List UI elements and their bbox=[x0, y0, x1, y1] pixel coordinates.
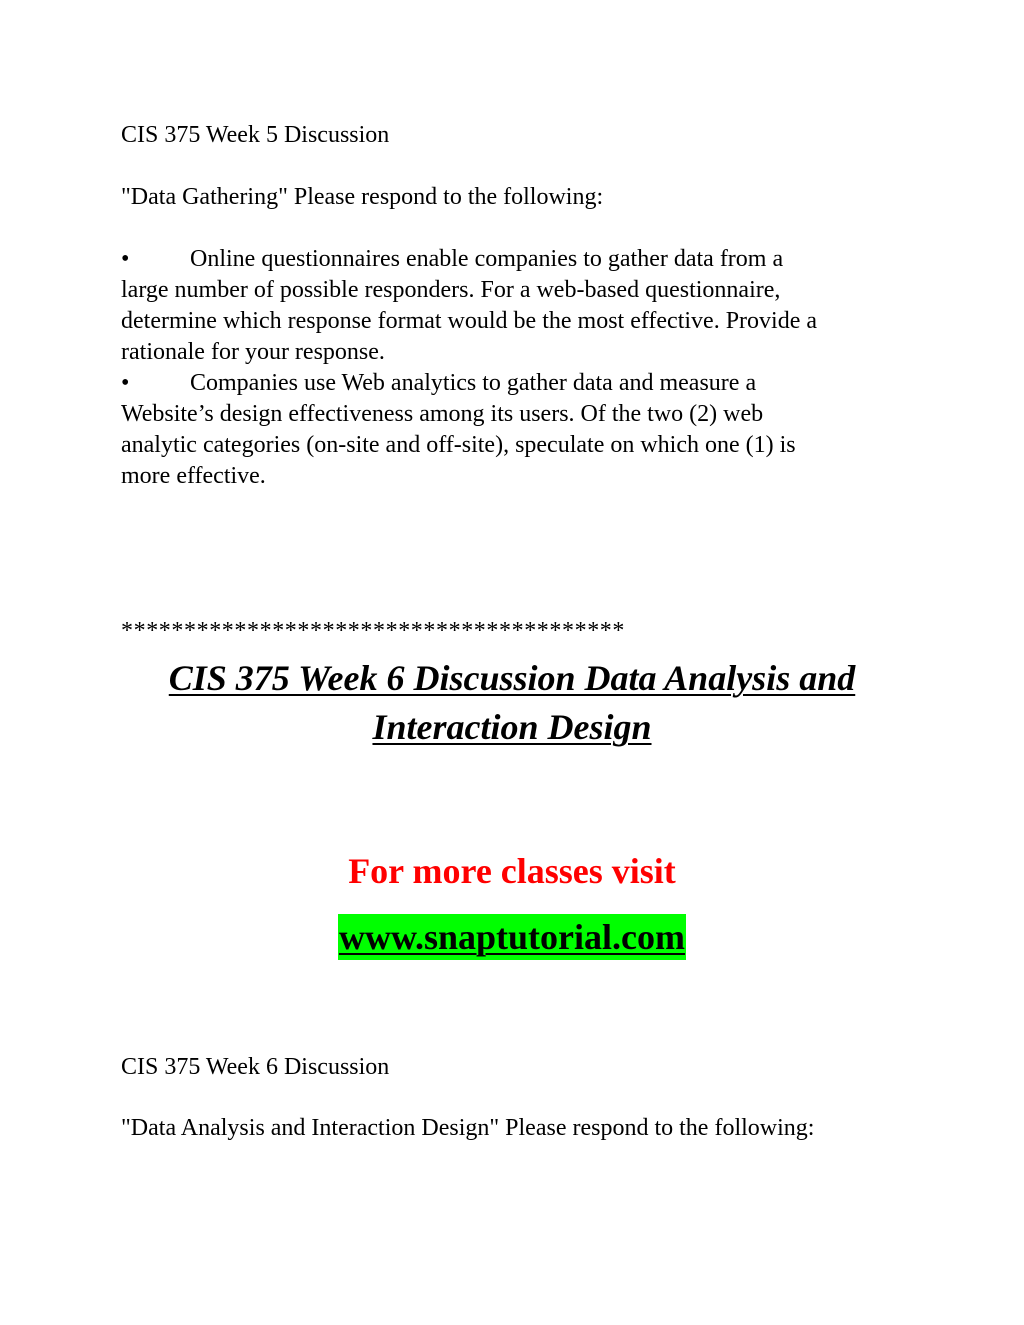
bullet-item bbox=[121, 244, 911, 275]
week6-heading-text: Interaction Design bbox=[372, 707, 652, 747]
bullet-line: Website’s design effectiveness among its users. Of the two (2) web bbox=[121, 401, 764, 427]
bullet-line: large number of possible responders. For a web-based questionnaire, bbox=[121, 277, 781, 303]
bullet-line: analytic categories (on-site and off-site), speculate on which one (1) is bbox=[121, 432, 796, 458]
bullet-line: more effective. bbox=[121, 463, 266, 489]
section-divider: **************************************** bbox=[121, 618, 625, 644]
bullet-icon: • bbox=[121, 246, 130, 272]
bullet-item bbox=[121, 368, 911, 399]
bullet-line: rationale for your response. bbox=[121, 339, 385, 365]
week5-prompt: "Data Gathering" Please respond to the following: bbox=[121, 184, 604, 210]
promo-text: For more classes visit bbox=[348, 851, 676, 891]
bullet-icon: • bbox=[121, 370, 130, 396]
bullet-line: determine which response format would be the most effective. Provide a bbox=[121, 308, 818, 334]
week6-heading-text: CIS 375 Week 6 Discussion Data Analysis and bbox=[168, 658, 856, 698]
week6-heading-line2 bbox=[0, 703, 1024, 752]
week5-bullet-list bbox=[121, 244, 911, 492]
bullet-line: Companies use Web analytics to gather data and measure a bbox=[190, 370, 757, 396]
week6-prompt: "Data Analysis and Interaction Design" Please respond to the following: bbox=[121, 1115, 815, 1141]
snaptutorial-link[interactable]: www.snaptutorial.com bbox=[338, 914, 686, 960]
week5-title: CIS 375 Week 5 Discussion bbox=[121, 122, 390, 148]
bullet-line: Online questionnaires enable companies to gather data from a bbox=[190, 246, 784, 272]
promo-link-wrapper bbox=[0, 914, 1024, 960]
week6-title: CIS 375 Week 6 Discussion bbox=[121, 1054, 390, 1080]
week6-heading-line1 bbox=[0, 654, 1024, 703]
